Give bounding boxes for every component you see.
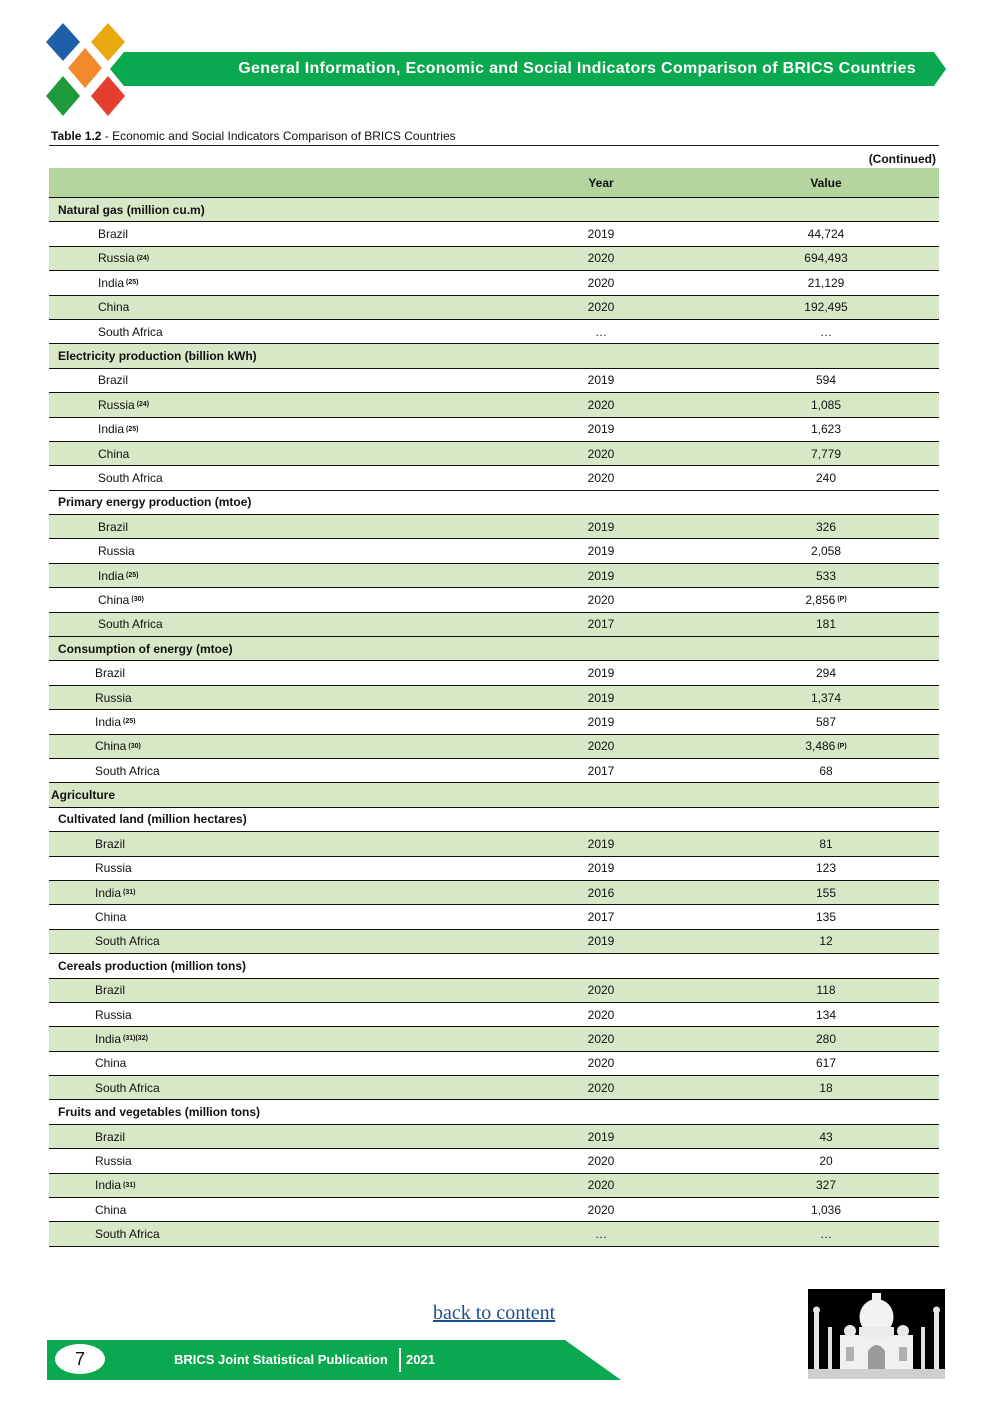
table-row-fruit-brazil: [49, 1125, 939, 1149]
value-text: 21,129: [807, 275, 845, 290]
country-cell: [95, 759, 160, 782]
footnote-ref: (30): [131, 596, 144, 604]
year-cell: 2020: [587, 275, 615, 290]
value-text: 617: [815, 1056, 837, 1071]
table-row-elec-south-africa: [49, 466, 939, 490]
country-cell: [95, 881, 135, 904]
year-cell: 2020: [587, 470, 615, 485]
country-name: Russia: [95, 1007, 132, 1022]
country-cell: [95, 1052, 126, 1075]
logo-diamond-green: [46, 76, 80, 116]
value-text: 2,856: [805, 592, 836, 607]
value-cell: [776, 442, 876, 465]
table-row-elec-china: [49, 442, 939, 466]
value-text: 44,724: [807, 227, 845, 242]
country-name: Russia: [98, 544, 135, 559]
country-cell: [98, 515, 128, 538]
country-cell: [98, 369, 128, 392]
year-cell: 2020: [587, 1080, 615, 1095]
country-cell: [95, 735, 141, 758]
country-cell: [95, 905, 126, 928]
value-text: 123: [815, 861, 837, 876]
country-name: Russia: [98, 397, 135, 412]
table-row-prim-russia: [49, 539, 939, 563]
table-row-gas-russia: [49, 247, 939, 271]
value-text: 594: [815, 373, 837, 388]
year-cell: 2020: [587, 446, 615, 461]
table-row-land-russia: [49, 857, 939, 881]
country-name: Brazil: [98, 373, 129, 388]
footnote-ref: (31): [123, 1181, 136, 1189]
country-cell: [95, 661, 125, 684]
value-text: 1,623: [810, 422, 842, 437]
value-text: 118: [816, 983, 836, 998]
year-cell: 2019: [587, 227, 615, 242]
value-cell: [776, 1125, 876, 1148]
country-cell: [95, 1027, 148, 1050]
country-name: South Africa: [98, 470, 163, 485]
country-name: India: [98, 275, 125, 290]
value-cell: [776, 393, 876, 416]
year-cell: 2019: [587, 544, 615, 559]
country-cell: [98, 418, 138, 441]
footer-bar: [47, 1340, 621, 1380]
country-cell: [95, 710, 135, 733]
country-name: South Africa: [95, 1227, 160, 1242]
value-cell: [776, 1003, 876, 1026]
value-text: …: [820, 324, 832, 339]
year-cell: 2019: [587, 422, 615, 437]
country-name: Brazil: [98, 519, 129, 534]
year-cell: 2019: [587, 666, 615, 681]
value-cell: [776, 1076, 876, 1099]
column-header-value: Value: [810, 175, 842, 190]
section-fruits-vegetables: Fruits and vegetables (million tons): [49, 1100, 939, 1124]
country-cell: [98, 588, 144, 611]
group-agriculture: Agriculture: [49, 783, 939, 807]
value-cell: [776, 832, 876, 855]
value-text: 280: [815, 1031, 837, 1046]
table-row-land-china: [49, 905, 939, 929]
year-cell: 2020: [587, 1056, 615, 1071]
year-cell: 2019: [587, 690, 615, 705]
value-cell: [776, 979, 876, 1002]
section-consumption-energy: Consumption of energy (mtoe): [49, 637, 939, 661]
country-name: South Africa: [95, 934, 160, 949]
footnote-ref: (25): [123, 718, 136, 726]
value-cell: [776, 661, 876, 684]
country-name: South Africa: [95, 763, 160, 778]
country-cell: [98, 466, 163, 489]
caption-rule: [49, 145, 939, 146]
year-cell: 2019: [587, 373, 615, 388]
table-caption: [51, 129, 456, 143]
country-name: Brazil: [95, 983, 126, 998]
country-cell: [98, 564, 138, 587]
table-row-gas-china: [49, 296, 939, 320]
value-cell: [776, 564, 876, 587]
value-cell: [776, 1052, 876, 1075]
value-text: 240: [815, 470, 837, 485]
value-text: 181: [815, 617, 837, 632]
year-cell: 2020: [587, 1031, 615, 1046]
country-name: China: [98, 446, 130, 461]
country-cell: [95, 1003, 132, 1026]
table-row-fruit-india: [49, 1174, 939, 1198]
back-to-content-link[interactable]: back to content: [433, 1302, 556, 1324]
value-cell: [776, 539, 876, 562]
value-cell: [776, 930, 876, 953]
footnote-ref: (24): [136, 254, 150, 262]
country-name: Brazil: [98, 227, 129, 242]
value-text: 3,486: [805, 739, 836, 754]
value-text: 694,493: [804, 251, 848, 266]
table-row-elec-russia: [49, 393, 939, 417]
value-text: 327: [815, 1178, 837, 1193]
value-cell: [776, 735, 876, 758]
value-footnote: (P): [837, 596, 847, 604]
table-row-prim-brazil: [49, 515, 939, 539]
country-name: Russia: [95, 861, 132, 876]
table-row-cons-south-africa: [49, 759, 939, 783]
footnote-ref: (31): [123, 889, 136, 897]
table-row-cons-china: [49, 735, 939, 759]
year-cell: 2020: [587, 739, 615, 754]
table-row-cons-russia: [49, 686, 939, 710]
value-cell: [776, 466, 876, 489]
year-cell: 2017: [587, 617, 615, 632]
value-cell: [776, 1149, 876, 1172]
year-cell: 2020: [587, 1178, 615, 1193]
year-cell: 2020: [587, 983, 615, 998]
table-row-gas-india: [49, 271, 939, 295]
year-cell: 2017: [587, 763, 615, 778]
year-cell: 2020: [587, 300, 615, 315]
indicators-table: [49, 168, 939, 1247]
footnote-ref: (25): [126, 425, 139, 433]
year-cell: 2019: [587, 519, 615, 534]
value-cell: [776, 686, 876, 709]
table-row-fruit-russia: [49, 1149, 939, 1173]
footnote-ref: (30): [128, 742, 141, 750]
table-row-prim-south-africa: [49, 613, 939, 637]
value-text: 43: [819, 1129, 833, 1144]
value-cell: [776, 1174, 876, 1197]
value-cell: [776, 710, 876, 733]
year-cell: 2020: [587, 1007, 615, 1022]
table-row-land-south-africa: [49, 930, 939, 954]
table-row-gas-brazil: [49, 222, 939, 246]
country-name: Russia: [95, 1153, 132, 1168]
value-cell: [776, 418, 876, 441]
section-electricity-production: Electricity production (billion kWh): [49, 344, 939, 368]
value-text: 2,058: [810, 544, 842, 559]
value-text: 20: [819, 1153, 833, 1168]
country-cell: [95, 686, 132, 709]
section-primary-energy: Primary energy production (mtoe): [49, 491, 939, 515]
value-text: …: [820, 1227, 832, 1242]
footnote-ref: (25): [126, 279, 139, 287]
value-cell: [776, 1222, 876, 1245]
value-text: 533: [815, 568, 837, 583]
country-name: Russia: [95, 690, 132, 705]
value-text: 135: [815, 910, 837, 925]
table-row-cereal-russia: [49, 1003, 939, 1027]
value-text: 68: [819, 763, 833, 778]
section-cereals-production: Cereals production (million tons): [49, 954, 939, 978]
footnote-ref: (25): [126, 572, 139, 580]
country-name: China: [95, 910, 127, 925]
table-row-cereal-brazil: [49, 979, 939, 1003]
country-cell: [95, 1149, 132, 1172]
year-cell: 2016: [587, 885, 615, 900]
table-row-prim-china: [49, 588, 939, 612]
country-cell: [98, 539, 135, 562]
year-cell: …: [595, 324, 607, 339]
table-row-fruit-south-africa: [49, 1222, 939, 1246]
country-cell: [98, 296, 129, 319]
year-cell: 2019: [587, 934, 615, 949]
header-banner: [110, 52, 946, 86]
country-name: India: [98, 568, 125, 583]
country-name: China: [95, 739, 127, 754]
country-cell: [98, 393, 149, 416]
table-row-elec-brazil: [49, 369, 939, 393]
country-name: South Africa: [98, 324, 163, 339]
table-row-land-india: [49, 881, 939, 905]
table-row-cons-india: [49, 710, 939, 734]
logo-diamond-orange: [68, 48, 102, 88]
country-name: South Africa: [98, 617, 163, 632]
value-text: 18: [819, 1080, 833, 1095]
value-footnote: (P): [837, 742, 847, 750]
table-row-cons-brazil: [49, 661, 939, 685]
value-cell: [776, 857, 876, 880]
logo-diamond-blue: [46, 23, 80, 61]
value-cell: [776, 515, 876, 538]
value-cell: [776, 320, 876, 343]
table-id: Table 1.2: [51, 129, 102, 143]
value-text: 192,495: [804, 300, 848, 315]
table-row-cereal-south-africa: [49, 1076, 939, 1100]
page-number: 7: [55, 1344, 105, 1374]
value-cell: [776, 613, 876, 636]
table-row-land-brazil: [49, 832, 939, 856]
year-cell: 2020: [587, 1202, 615, 1217]
country-cell: [98, 271, 138, 294]
taj-mahal-image: [808, 1289, 945, 1379]
value-text: 12: [819, 934, 833, 949]
value-text: 1,036: [810, 1202, 842, 1217]
table-row-cereal-india: [49, 1027, 939, 1051]
value-text: 294: [815, 666, 837, 681]
table-row-elec-india: [49, 418, 939, 442]
year-cell: 2020: [587, 397, 615, 412]
value-text: 326: [815, 519, 837, 534]
value-cell: [776, 296, 876, 319]
country-cell: [98, 320, 163, 343]
country-name: China: [98, 300, 130, 315]
footnote-ref: (24): [136, 401, 150, 409]
value-cell: [776, 905, 876, 928]
country-name: China: [95, 1202, 127, 1217]
country-name: Brazil: [95, 666, 126, 681]
value-text: 155: [815, 885, 837, 900]
footer-year: 2021: [406, 1352, 435, 1367]
country-cell: [95, 1174, 135, 1197]
year-cell: 2019: [587, 1129, 615, 1144]
country-name: India: [98, 422, 125, 437]
footer-separator: [399, 1348, 401, 1372]
country-cell: [95, 1076, 160, 1099]
value-cell: [776, 1198, 876, 1221]
value-text: 134: [815, 1007, 837, 1022]
table-row-gas-south-africa: [49, 320, 939, 344]
table-row-cereal-china: [49, 1052, 939, 1076]
value-cell: [776, 759, 876, 782]
section-cultivated-land: Cultivated land (million hectares): [49, 808, 939, 832]
header-title: General Information, Economic and Social Indicators Comparison of BRICS Countries: [238, 60, 916, 77]
value-cell: [776, 271, 876, 294]
country-cell: [98, 613, 163, 636]
country-name: Russia: [98, 251, 135, 266]
table-row-fruit-china: [49, 1198, 939, 1222]
column-header-year: Year: [588, 175, 614, 190]
value-cell: [776, 881, 876, 904]
year-cell: …: [595, 1227, 607, 1242]
table-header-row: [49, 168, 939, 198]
year-cell: 2020: [587, 1153, 615, 1168]
year-cell: 2017: [587, 910, 615, 925]
value-cell: [776, 369, 876, 392]
value-cell: [776, 222, 876, 245]
value-text: 1,374: [810, 690, 842, 705]
value-cell: [776, 588, 876, 611]
country-cell: [95, 832, 125, 855]
year-cell: 2019: [587, 714, 615, 729]
country-cell: [95, 1198, 126, 1221]
value-text: 587: [815, 714, 837, 729]
year-cell: 2019: [587, 861, 615, 876]
country-cell: [98, 442, 129, 465]
country-name: China: [95, 1056, 127, 1071]
value-text: 81: [819, 836, 833, 851]
country-name: Brazil: [95, 1129, 126, 1144]
country-cell: [95, 979, 125, 1002]
year-cell: 2020: [587, 592, 615, 607]
year-cell: 2019: [587, 836, 615, 851]
country-cell: [98, 222, 128, 245]
country-cell: [95, 1222, 160, 1245]
table-caption-text: - Economic and Social Indicators Comparison of BRICS Countries: [101, 129, 456, 143]
value-cell: [776, 1027, 876, 1050]
value-text: 1,085: [810, 397, 842, 412]
country-name: Brazil: [95, 836, 126, 851]
footer-publication: BRICS Joint Statistical Publication: [174, 1352, 388, 1367]
country-name: India: [95, 714, 122, 729]
country-cell: [95, 930, 160, 953]
continued-label: (Continued): [868, 152, 936, 166]
section-natural-gas: Natural gas (million cu.m): [49, 198, 939, 222]
country-cell: [95, 857, 132, 880]
country-name: China: [98, 592, 130, 607]
country-cell: [95, 1125, 125, 1148]
footnote-ref: (31)(32): [123, 1035, 148, 1043]
value-cell: [776, 247, 876, 270]
country-cell: [98, 247, 149, 270]
value-text: 7,779: [810, 446, 842, 461]
country-name: India: [95, 1031, 122, 1046]
year-cell: 2020: [587, 251, 615, 266]
table-row-prim-india: [49, 564, 939, 588]
country-name: India: [95, 1178, 122, 1193]
year-cell: 2019: [587, 568, 615, 583]
country-name: South Africa: [95, 1080, 160, 1095]
country-name: India: [95, 885, 122, 900]
